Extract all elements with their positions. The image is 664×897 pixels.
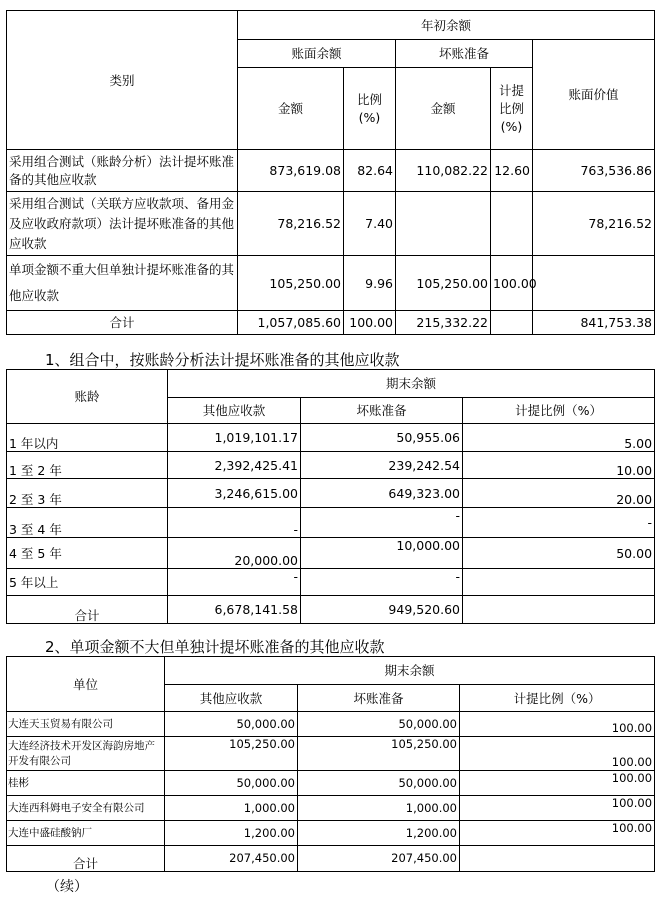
- table-row: [7, 569, 655, 596]
- total-label: 合计: [7, 846, 165, 872]
- book-balance-header: 账面余额: [238, 40, 396, 68]
- table-row: [7, 508, 655, 538]
- table-row: [7, 452, 655, 479]
- row-ratio: 100.00: [460, 796, 655, 821]
- provision-label: 计提: [498, 82, 524, 98]
- table-row: [7, 424, 655, 452]
- total-ratio: [460, 846, 655, 872]
- table-row: [7, 538, 655, 569]
- ratio-label: 比例: [356, 91, 382, 107]
- row-ratio: 100.00: [460, 821, 655, 846]
- row-aging: 5 年以上: [7, 569, 168, 596]
- ratio-header: 计提比例（%）: [463, 398, 655, 424]
- row-receivable: -: [168, 569, 301, 596]
- row-ratio: 82.64: [344, 150, 396, 192]
- row-ratio: 9.96: [344, 256, 396, 311]
- aging-header: 账龄: [7, 370, 168, 424]
- row-reserve-ratio: 12.60: [491, 150, 533, 192]
- section-heading-individual: 2、单项金额不大但单独计提坏账准备的其他应收款: [45, 638, 385, 656]
- row-bad-debt: 649,323.00: [301, 479, 463, 508]
- provision-ratio-label: 比例: [498, 100, 524, 116]
- row-ratio: 100.00: [460, 737, 655, 771]
- ratio-unit: (%): [358, 109, 381, 125]
- row-aging: 1 年以内: [7, 424, 168, 452]
- row-book-value: [533, 256, 655, 311]
- table-row: [7, 737, 655, 771]
- amount-header: 金额: [238, 68, 344, 150]
- total-receivable: 207,450.00: [165, 846, 298, 872]
- row-receivable: 50,000.00: [165, 771, 298, 796]
- row-unit: 大连经济技术开发区海韵房地产开发有限公司: [7, 737, 165, 771]
- row-receivable: -: [168, 508, 301, 538]
- row-category: 单项金额不重大但单独计提坏账准备的其他应收款: [7, 256, 238, 311]
- total-label: 合计: [7, 596, 168, 624]
- total-amount: 1,057,085.60: [238, 311, 344, 335]
- provision-unit: (%): [500, 118, 523, 134]
- individual-provision-table: [6, 656, 655, 872]
- row-reserve-ratio: 100.00: [491, 256, 533, 311]
- total-row: [7, 596, 655, 624]
- provision-ratio-header: [491, 68, 533, 150]
- row-category: 采用组合测试（账龄分析）法计提坏账准备的其他应收款: [7, 150, 238, 192]
- row-receivable: 1,200.00: [165, 821, 298, 846]
- row-bad-debt: 50,000.00: [298, 771, 460, 796]
- row-aging: 3 至 4 年: [7, 508, 168, 538]
- row-ratio: 10.00: [463, 452, 655, 479]
- period-end-header: 期末余额: [168, 370, 655, 398]
- row-bad-debt: 105,250.00: [298, 737, 460, 771]
- row-ratio: 50.00: [463, 538, 655, 569]
- opening-balance-table: [6, 10, 655, 335]
- row-aging: 4 至 5 年: [7, 538, 168, 569]
- ratio-header: 计提比例（%）: [460, 685, 655, 712]
- bad-debt-reserve-header: 坏账准备: [396, 40, 533, 68]
- bad-debt-header: 坏账准备: [298, 685, 460, 712]
- row-ratio: [463, 569, 655, 596]
- total-bad-debt: 949,520.60: [301, 596, 463, 624]
- row-unit: 桂彬: [7, 771, 165, 796]
- table-row: [7, 771, 655, 796]
- total-row: [7, 311, 655, 335]
- row-bad-debt: 1,200.00: [298, 821, 460, 846]
- unit-header: 单位: [7, 657, 165, 712]
- row-ratio: 20.00: [463, 479, 655, 508]
- row-receivable: 1,000.00: [165, 796, 298, 821]
- total-bad-debt: 207,450.00: [298, 846, 460, 872]
- row-bad-debt: 1,000.00: [298, 796, 460, 821]
- opening-balance-header: 年初余额: [238, 11, 655, 40]
- row-bad-debt: 239,242.54: [301, 452, 463, 479]
- book-value-header: 账面价值: [533, 40, 655, 150]
- row-book-value: 763,536.86: [533, 150, 655, 192]
- other-receivables-header: 其他应收款: [168, 398, 301, 424]
- row-amount: 873,619.08: [238, 150, 344, 192]
- ratio-header: [344, 68, 396, 150]
- aging-table: [6, 369, 655, 624]
- row-bad-debt: -: [301, 508, 463, 538]
- table-row: [7, 150, 655, 192]
- table-row: [7, 192, 655, 256]
- row-receivable: 1,019,101.17: [168, 424, 301, 452]
- total-label: 合计: [7, 311, 238, 335]
- table-row: [7, 479, 655, 508]
- row-receivable: 50,000.00: [165, 712, 298, 737]
- reserve-amount-header: 金额: [396, 68, 491, 150]
- row-bad-debt: 50,000.00: [298, 712, 460, 737]
- row-bad-debt: 10,000.00: [301, 538, 463, 569]
- table-row: [7, 712, 655, 737]
- row-reserve: 105,250.00: [396, 256, 491, 311]
- table-row: [7, 796, 655, 821]
- row-receivable: 2,392,425.41: [168, 452, 301, 479]
- row-aging: 2 至 3 年: [7, 479, 168, 508]
- row-ratio: 7.40: [344, 192, 396, 256]
- continued-note: （续）: [46, 879, 88, 895]
- row-receivable: 3,246,615.00: [168, 479, 301, 508]
- total-ratio: [463, 596, 655, 624]
- total-ratio: 100.00: [344, 311, 396, 335]
- period-end-header: 期末余额: [165, 657, 655, 685]
- row-amount: 105,250.00: [238, 256, 344, 311]
- total-reserve: 215,332.22: [396, 311, 491, 335]
- row-reserve: [396, 192, 491, 256]
- row-reserve-ratio: [491, 192, 533, 256]
- row-receivable: 20,000.00: [168, 538, 301, 569]
- row-ratio: 100.00: [460, 771, 655, 796]
- table-row: [7, 821, 655, 846]
- row-unit: 大连天玉贸易有限公司: [7, 712, 165, 737]
- row-ratio: 5.00: [463, 424, 655, 452]
- row-bad-debt: 50,955.06: [301, 424, 463, 452]
- row-book-value: 78,216.52: [533, 192, 655, 256]
- row-aging: 1 至 2 年: [7, 452, 168, 479]
- row-receivable: 105,250.00: [165, 737, 298, 771]
- row-reserve: 110,082.22: [396, 150, 491, 192]
- row-unit: 大连西科姆电子安全有限公司: [7, 796, 165, 821]
- total-row: [7, 846, 655, 872]
- bad-debt-header: 坏账准备: [301, 398, 463, 424]
- row-bad-debt: -: [301, 569, 463, 596]
- total-book-value: 841,753.38: [533, 311, 655, 335]
- table-row: [7, 256, 655, 311]
- row-ratio: -: [463, 508, 655, 538]
- section-heading-aging: 1、组合中，按账龄分析法计提坏账准备的其他应收款: [45, 351, 400, 369]
- row-amount: 78,216.52: [238, 192, 344, 256]
- other-receivables-header: 其他应收款: [165, 685, 298, 712]
- row-ratio: 100.00: [460, 712, 655, 737]
- row-unit: 大连中盛硅酸钠厂: [7, 821, 165, 846]
- total-receivable: 6,678,141.58: [168, 596, 301, 624]
- total-reserve-ratio: [491, 311, 533, 335]
- category-header: 类别: [7, 11, 238, 150]
- row-category: 采用组合测试（关联方应收款项、备用金及应收政府款项）法计提坏账准备的其他应收款: [7, 192, 238, 256]
